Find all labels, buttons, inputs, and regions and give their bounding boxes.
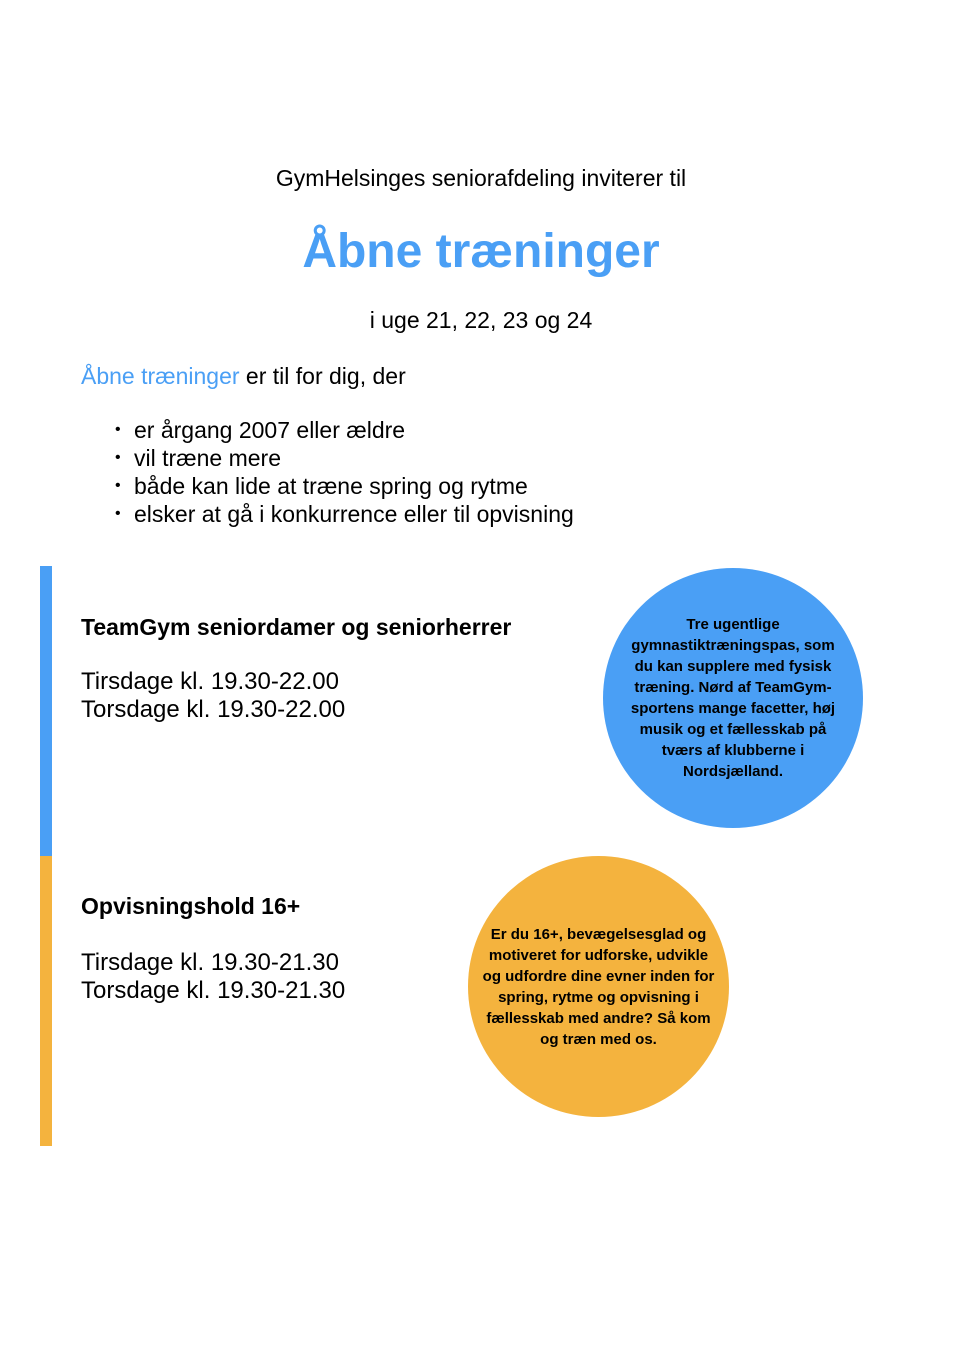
accent-bar-opvisning <box>40 856 52 1146</box>
bullet-icon: • <box>115 505 121 522</box>
schedule-line: Torsdage kl. 19.30-21.30 <box>81 977 346 1004</box>
lead-highlight: Åbne træninger <box>81 363 240 389</box>
lead-sentence <box>81 362 406 390</box>
intro-text: GymHelsinges seniorafdeling inviterer til <box>275 165 687 191</box>
opvisning-section-title: Opvisningshold 16+ <box>81 893 301 919</box>
criteria-list <box>113 416 574 528</box>
criteria-text: både kan lide at træne spring og rytme <box>134 473 528 499</box>
schedule-line: Torsdage kl. 19.30-22.00 <box>81 696 346 723</box>
list-item <box>113 472 574 500</box>
teamgym-schedule <box>81 668 345 724</box>
weeks-text: i uge 21, 22, 23 og 24 <box>369 307 593 333</box>
schedule-line: Tirsdage kl. 19.30-22.00 <box>81 668 339 695</box>
bullet-icon: • <box>115 477 121 494</box>
criteria-text: vil træne mere <box>134 445 281 471</box>
teamgym-section-title: TeamGym seniordamer og seniorherrer <box>81 614 512 640</box>
opvisning-description: Er du 16+, bevægelsesglad og motiveret for udforske, udvikle og udfordre dine evner inden for spring, rytme og opvisning i fællesskab med andre? Så kom og træn med os. <box>482 925 715 1048</box>
criteria-text: er årgang 2007 eller ældre <box>134 417 406 443</box>
bullet-icon: • <box>115 421 121 438</box>
page-title: Åbne træninger <box>302 225 660 278</box>
list-item <box>113 444 574 472</box>
teamgym-description: Tre ugentlige gymnastiktræningspas, som du kan supplere med fysisk træning. Nørd af TeamGym-sportens mange facetter, høj musik og et fællesskab på tværs af klubberne i Nordsjælland. <box>630 616 836 780</box>
list-item <box>113 416 574 444</box>
accent-bar-teamgym <box>40 566 52 856</box>
criteria-text: elsker at gå i konkurrence eller til opvisning <box>134 501 574 527</box>
opvisning-info-circle <box>468 856 729 1117</box>
bullet-icon: • <box>115 449 121 466</box>
schedule-line: Tirsdage kl. 19.30-21.30 <box>81 949 339 976</box>
lead-rest: er til for dig, der <box>239 363 406 389</box>
list-item <box>113 500 574 528</box>
teamgym-info-circle <box>603 568 863 828</box>
opvisning-schedule <box>81 949 345 1005</box>
